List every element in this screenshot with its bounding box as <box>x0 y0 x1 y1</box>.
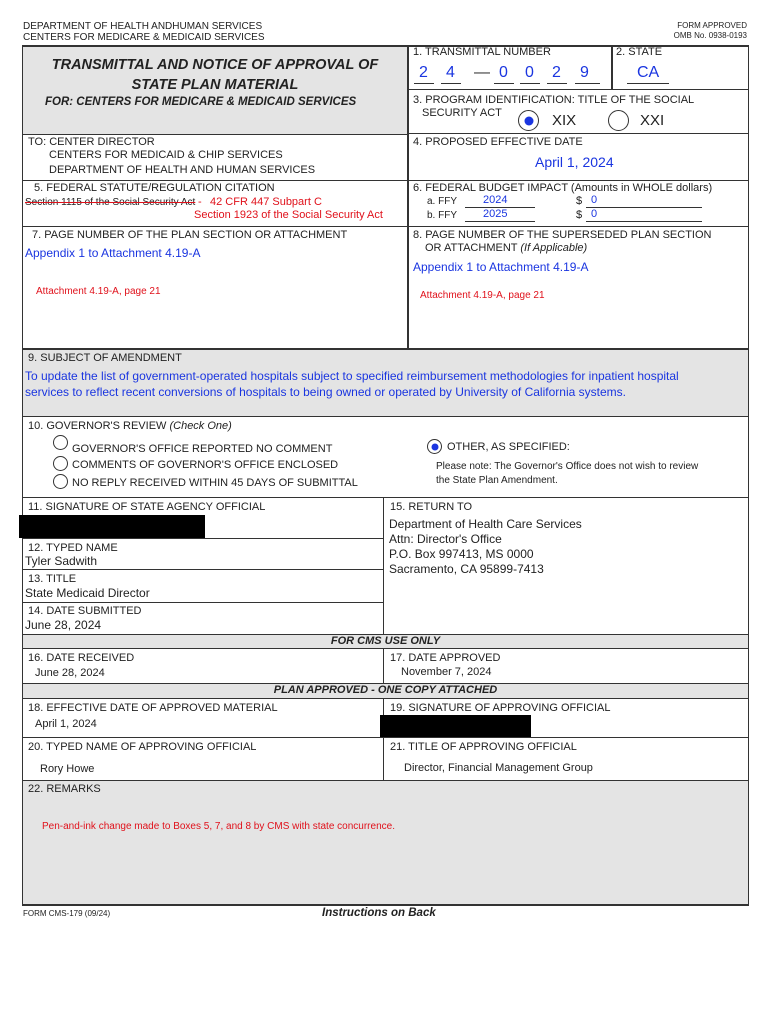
ffy-b-amount-underline <box>586 221 702 222</box>
other-specified-radio[interactable] <box>427 439 442 454</box>
agency-name-line1: DEPARTMENT OF HEALTH ANDHUMAN SERVICES <box>23 21 263 32</box>
digit-underline <box>547 83 567 84</box>
ffy-b-amount[interactable]: 0 <box>591 208 598 220</box>
form-identifier: FORM CMS-179 (09/24) <box>23 909 111 918</box>
rule <box>748 45 749 905</box>
title-xix-radio[interactable] <box>518 110 539 131</box>
superseded-page-label: 8. PAGE NUMBER OF THE SUPERSEDED PLAN SECTION <box>413 229 712 241</box>
transmittal-digit[interactable]: 2 <box>419 64 428 81</box>
statute-arrow-mark: - <box>198 196 202 208</box>
state-value[interactable]: CA <box>637 64 660 81</box>
governor-review-label-text: 10. GOVERNOR'S REVIEW <box>28 420 170 432</box>
remarks-text[interactable]: Pen-and-ink change made to Boxes 5, 7, and 8 by CMS with state concurrence. <box>42 821 395 832</box>
plan-page-number-value[interactable]: Appendix 1 to Attachment 4.19-A <box>25 246 201 260</box>
approving-signature-label: 19. SIGNATURE OF APPROVING OFFICIAL <box>390 702 611 714</box>
plan-page-number-correction: Attachment 4.19-A, page 21 <box>36 286 161 297</box>
subject-text-line1[interactable]: To update the list of government-operated hospitals subject to specified reimbursement methodologies for inpatient hospital <box>25 369 679 383</box>
form-approved-label: FORM APPROVED <box>677 21 747 30</box>
rule <box>22 180 408 181</box>
comments-enclosed-radio[interactable] <box>53 456 68 471</box>
statute-citation-struck: Section 1115 of the Social Security Act <box>25 197 196 208</box>
no-comment-radio[interactable] <box>53 435 68 450</box>
rule <box>22 226 749 227</box>
date-approved-value[interactable]: November 7, 2024 <box>401 666 492 678</box>
rule <box>22 416 749 417</box>
approving-official-name-value[interactable]: Rory Howe <box>40 763 95 775</box>
state-label: 2. STATE <box>616 46 663 58</box>
superseded-page-correction: Attachment 4.19-A, page 21 <box>420 290 545 301</box>
statute-citation-label: 5. FEDERAL STATUTE/REGULATION CITATION <box>34 182 275 194</box>
digit-underline <box>520 83 540 84</box>
rule <box>22 737 749 738</box>
return-to-label: 15. RETURN TO <box>390 501 473 513</box>
no-reply-label: NO REPLY RECEIVED WITHIN 45 DAYS OF SUBMITTAL <box>72 477 358 489</box>
rule <box>22 780 749 781</box>
transmittal-digit[interactable]: 2 <box>552 64 561 81</box>
ffy-b-year[interactable]: 2025 <box>483 208 508 220</box>
effective-date-approved-value[interactable]: April 1, 2024 <box>35 718 97 730</box>
plan-page-number-label: 7. PAGE NUMBER OF THE PLAN SECTION OR ATTACHMENT <box>32 229 348 241</box>
comments-enclosed-label: COMMENTS OF GOVERNOR'S OFFICE ENCLOSED <box>72 459 339 471</box>
state-signature-label: 11. SIGNATURE OF STATE AGENCY OFFICIAL <box>28 501 266 513</box>
governor-note-line2: the State Plan Amendment. <box>436 475 558 486</box>
rule <box>611 45 613 89</box>
ffy-a-amount-underline <box>586 207 702 208</box>
rule <box>407 89 749 90</box>
rule <box>383 698 384 780</box>
digit-underline <box>494 83 514 84</box>
program-id-label-line2: SECURITY ACT <box>422 107 502 119</box>
effective-date-approved-label: 18. EFFECTIVE DATE OF APPROVED MATERIAL <box>28 702 278 714</box>
ffy-a-amount[interactable]: 0 <box>591 194 598 206</box>
redacted-approving-signature <box>380 715 531 737</box>
to-center-director: TO: CENTER DIRECTOR <box>28 136 155 148</box>
governor-note-line1: Please note: The Governor's Office does not wish to review <box>436 461 699 472</box>
ffy-a-label: a. FFY <box>427 196 458 207</box>
superseded-page-label-text: OR ATTACHMENT <box>425 242 521 254</box>
date-received-value[interactable]: June 28, 2024 <box>35 667 105 679</box>
statute-citation-added-2: Section 1923 of the Social Security Act <box>194 209 383 221</box>
ffy-b-label: b. FFY <box>427 210 458 221</box>
instructions-on-back: Instructions on Back <box>322 907 436 919</box>
remarks-shade <box>22 780 748 904</box>
rule <box>22 497 749 498</box>
state-title-label: 13. TITLE <box>28 573 77 585</box>
rule <box>407 133 749 134</box>
title-xxi-radio[interactable] <box>608 110 629 131</box>
rule <box>407 180 749 181</box>
ffy-a-year[interactable]: 2024 <box>483 194 508 206</box>
rule <box>22 538 384 539</box>
no-comment-label: GOVERNOR'S OFFICE REPORTED NO COMMENT <box>72 443 333 455</box>
typed-name-value[interactable]: Tyler Sadwith <box>25 554 98 568</box>
superseded-page-label-note: (If Applicable) <box>520 242 588 254</box>
transmittal-number-label: 1. TRANSMITTAL NUMBER <box>413 46 551 58</box>
form-title-line2: STATE PLAN MATERIAL <box>131 77 299 93</box>
date-approved-label: 17. DATE APPROVED <box>390 652 501 664</box>
state-underline <box>627 83 669 84</box>
remarks-label: 22. REMARKS <box>28 783 101 795</box>
rule <box>383 497 384 634</box>
approving-official-name-label: 20. TYPED NAME OF APPROVING OFFICIAL <box>28 741 257 753</box>
proposed-effective-date-label: 4. PROPOSED EFFECTIVE DATE <box>413 136 583 148</box>
digit-underline <box>441 83 461 84</box>
date-submitted-value[interactable]: June 28, 2024 <box>25 618 102 632</box>
approving-official-title-value[interactable]: Director, Financial Management Group <box>404 762 593 774</box>
rule <box>22 569 384 570</box>
return-to-line1: Department of Health Care Services <box>389 517 582 531</box>
date-submitted-label: 14. DATE SUBMITTED <box>28 605 142 617</box>
state-title-value[interactable]: State Medicaid Director <box>25 586 150 600</box>
governor-review-check-one: (Check One) <box>169 420 232 432</box>
ffy-b-dollar: $ <box>576 209 583 221</box>
superseded-page-value[interactable]: Appendix 1 to Attachment 4.19-A <box>413 260 589 274</box>
program-id-label: 3. PROGRAM IDENTIFICATION: TITLE OF THE SOCIAL <box>413 94 695 106</box>
omb-number: OMB No. 0938-0193 <box>673 31 747 40</box>
approving-official-title-label: 21. TITLE OF APPROVING OFFICIAL <box>390 741 577 753</box>
transmittal-dash: — <box>474 64 490 81</box>
rule <box>22 698 749 699</box>
typed-name-label: 12. TYPED NAME <box>28 542 118 554</box>
rule <box>22 134 408 135</box>
budget-impact-label: 6. FEDERAL BUDGET IMPACT (Amounts in WHOLE dollars) <box>413 182 713 194</box>
digit-underline <box>575 83 600 84</box>
cms-use-only-heading: FOR CMS USE ONLY <box>330 635 441 647</box>
return-to-line4: Sacramento, CA 95899-7413 <box>389 562 544 576</box>
date-received-label: 16. DATE RECEIVED <box>28 652 135 664</box>
return-to-line3: P.O. Box 997413, MS 0000 <box>389 547 534 561</box>
transmittal-digit[interactable]: 0 <box>499 64 508 81</box>
transmittal-digit[interactable]: 0 <box>525 64 534 81</box>
to-hhs: DEPARTMENT OF HEALTH AND HUMAN SERVICES <box>49 164 316 176</box>
rule <box>22 648 749 649</box>
rule <box>22 602 384 603</box>
form-subtitle: FOR: CENTERS FOR MEDICARE & MEDICAID SERVICES <box>45 96 357 108</box>
digit-underline <box>414 83 434 84</box>
rule <box>22 904 749 906</box>
no-reply-radio[interactable] <box>53 474 68 489</box>
superseded-page-label-line2 <box>425 242 587 254</box>
rule <box>22 45 23 905</box>
proposed-effective-date-value[interactable]: April 1, 2024 <box>535 154 614 170</box>
return-to-line2: Attn: Director's Office <box>389 532 502 546</box>
rule <box>22 348 749 350</box>
plan-approved-heading: PLAN APPROVED - ONE COPY ATTACHED <box>273 684 498 696</box>
statute-citation-added: 42 CFR 447 Subpart C <box>210 196 322 208</box>
subject-text-line2[interactable]: services to reflect recent conversions of hospitals to being owned or operated by University of California systems. <box>25 385 626 399</box>
ffy-a-dollar: $ <box>576 195 583 207</box>
ffy-b-year-underline <box>465 221 535 222</box>
form-title: TRANSMITTAL AND NOTICE OF APPROVAL OF <box>51 57 379 73</box>
subject-label: 9. SUBJECT OF AMENDMENT <box>28 352 182 364</box>
agency-name-line2: CENTERS FOR MEDICARE & MEDICAID SERVICES <box>23 32 265 43</box>
transmittal-digit[interactable]: 4 <box>446 64 455 81</box>
governor-review-label <box>28 420 232 432</box>
rule <box>383 648 384 683</box>
redacted-signature <box>19 515 205 538</box>
title-xix-label: XIX <box>552 112 577 129</box>
title-xxi-label: XXI <box>640 112 665 129</box>
transmittal-digit[interactable]: 9 <box>580 64 589 81</box>
to-cmcs: CENTERS FOR MEDICAID & CHIP SERVICES <box>49 149 283 161</box>
other-specified-label: OTHER, AS SPECIFIED: <box>447 441 570 453</box>
